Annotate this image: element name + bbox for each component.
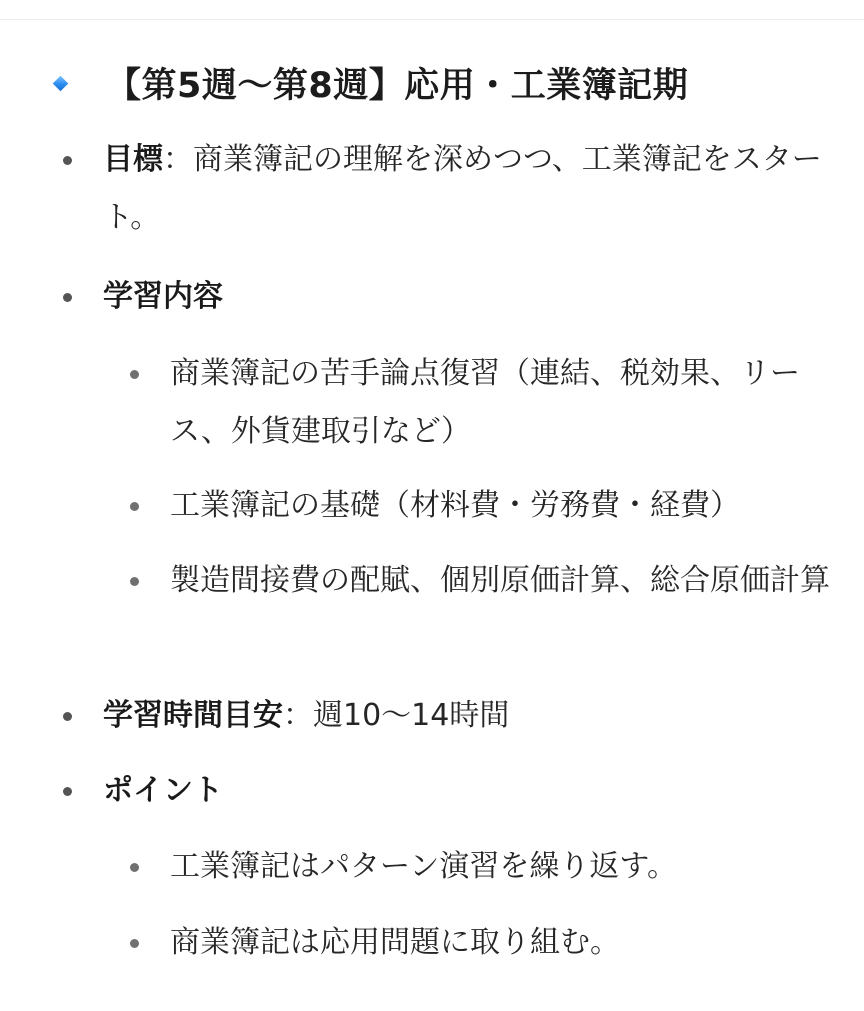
bullet-dot — [63, 156, 72, 165]
sub-item-text: 工業簿記はパターン演習を繰り返す。 — [170, 849, 677, 884]
sub-item-text: 製造間接費の配賦、個別原価計算、総合原価計算 — [170, 563, 830, 598]
blue-diamond-icon — [53, 75, 69, 91]
point-label: ポイント — [103, 773, 223, 808]
bullet-dot — [63, 787, 72, 796]
study-time-text: 週10〜14時間 — [313, 698, 510, 733]
bullet-dot — [63, 712, 72, 721]
study-time-separator: ： — [283, 698, 313, 733]
sub-item-costing — [170, 552, 830, 610]
bullet-dot — [63, 293, 72, 302]
goal-text: 商業簿記の理解を深めつつ、工業簿記をスタート。 — [103, 142, 822, 235]
bullet-dot — [130, 577, 139, 586]
goal-label: 目標 — [103, 142, 163, 177]
sub-item-review — [170, 345, 830, 461]
list-item-point — [103, 762, 823, 820]
top-divider — [0, 19, 864, 20]
bullet-dot — [130, 502, 139, 511]
list-item-study-time — [103, 687, 823, 745]
sub-item-applied-problems — [170, 914, 830, 972]
sub-item-pattern-practice — [170, 838, 830, 896]
sub-item-text: 商業簿記の苦手論点復習（連結、税効果、リース、外貨建取引など） — [170, 356, 800, 449]
section-heading-text: 【第5週〜第8週】応用・工業簿記期 — [106, 66, 689, 106]
bullet-dot — [130, 370, 139, 379]
list-item-goal — [103, 131, 823, 247]
bullet-dot — [130, 939, 139, 948]
sub-item-basics — [170, 477, 830, 535]
section-heading — [52, 58, 688, 108]
sub-item-text: 商業簿記は応用問題に取り組む。 — [170, 925, 620, 960]
sub-item-text: 工業簿記の基礎（材料費・労務費・経費） — [170, 488, 740, 523]
list-item-content — [103, 268, 823, 326]
content-label: 学習内容 — [103, 279, 223, 314]
goal-separator: ： — [163, 142, 193, 177]
bullet-dot — [130, 863, 139, 872]
study-time-label: 学習時間目安 — [103, 698, 283, 733]
